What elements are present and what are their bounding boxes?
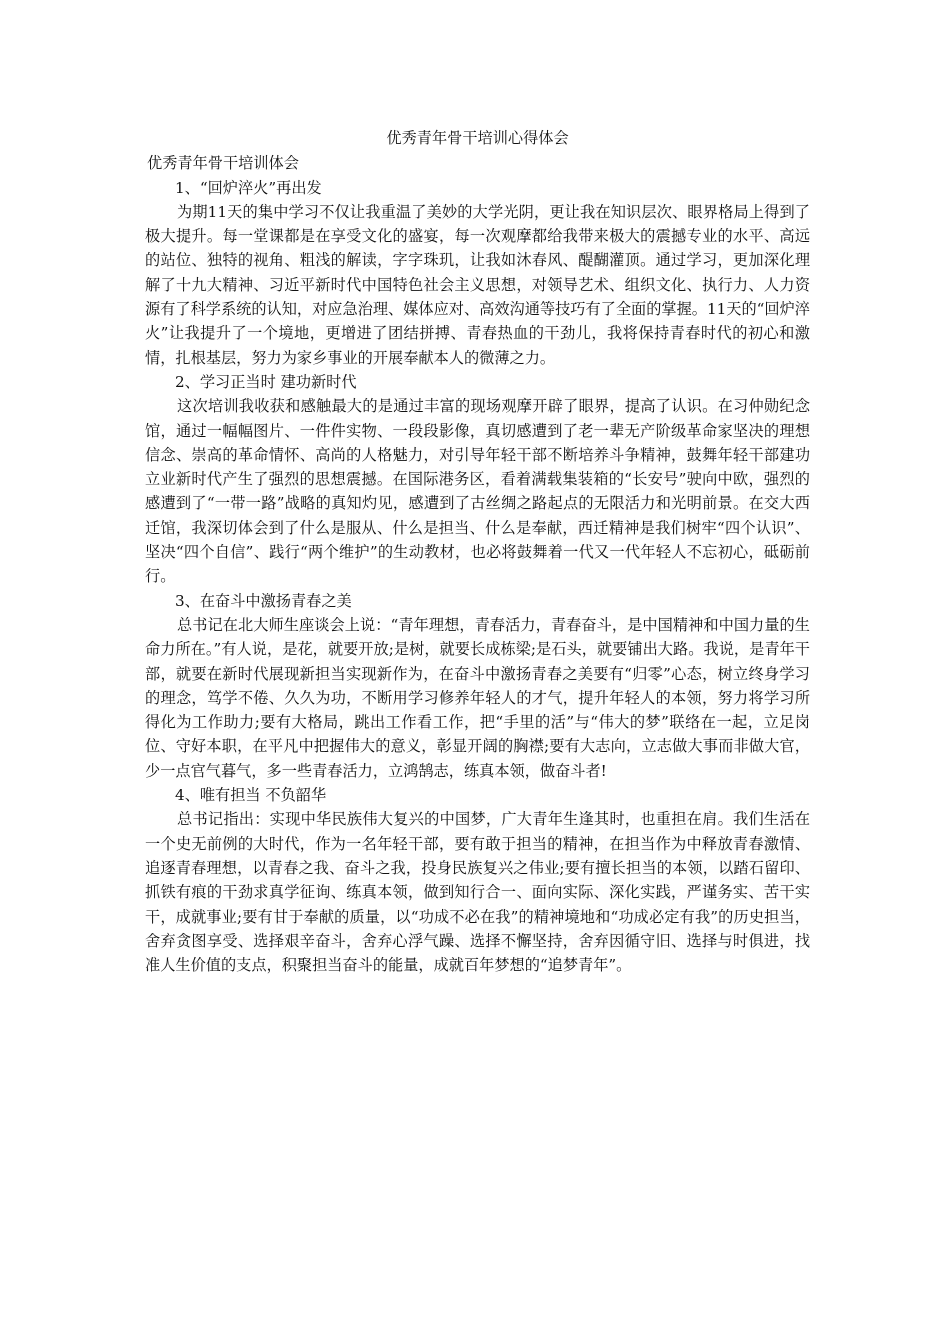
section-3-heading: 3、在奋斗中激扬青春之美 xyxy=(175,591,352,610)
section-4-body: 总书记指出：实现中华民族伟大复兴的中国梦，广大青年生逢其时，也重担在肩。我们生活在一个史无前例的大时代，作为一名年轻干部，要有敢于担当的精神，在担当作为中释放青春激情、追逐青春理想，以青春之我、奋斗之我，投身民族复兴之伟业;要有擅长担当的本领，以踏石留印、抓铁有痕的干劲求真学征询、练真本领，做到知行合一、面向实际、深化实践，严谨务实、苦干实干，成就事业;要有甘于奉献的质量，以“功成不必在我”的精神境地和“功成必定有我”的历史担当，舍弃贪图享受、选择艰辛奋斗，舍弃心浮气躁、选择不懈坚持，舍弃因循守旧、选择与时俱进，找准人生价值的支点，积聚担当奋斗的能量，成就百年梦想的“追梦青年”。 xyxy=(145,810,810,975)
section-3-body: 总书记在北大师生座谈会上说：“青年理想，青春活力，青春奋斗，是中国精神和中国力量的生命力所在。”有人说，是花，就要开放;是树，就要长成栋梁;是石头，就要铺出大路。我说，是青年干部，就要在新时代展现新担当实现新作为，在奋斗中激扬青春之美要有“归零”心态，树立终身学习的理念，笃学不倦、久久为功，不断用学习修养年轻人的才气，提升年轻人的本领，努力将学习所得化为工作助力;要有大格局，跳出工作看工作，把“手里的活”与“伟大的梦”联络在一起，立足岗位、守好本职，在平凡中把握伟大的意义，彰显开阔的胸襟;要有大志向，立志做大事而非做大官，少一点官气暮气，多一些青春活力，立鸿鹄志，练真本领，做奋斗者! xyxy=(145,615,810,780)
section-4-heading: 4、唯有担当 不负韶华 xyxy=(175,786,327,805)
section-2-body: 这次培训我收获和感触最大的是通过丰富的现场观摩开辟了眼界，提高了认识。在习仲勋纪念馆，通过一幅幅图片、一件件实物、一段段影像，真切感遭到了老一辈无产阶级革命家坚决的理想信念、崇高的革命情怀、高尚的人格魅力，对引导年轻干部不断培养斗争精神，鼓舞年轻干部建功立业新时代产生了强烈的思想震撼。在国际港务区，看着满载集装箱的“长安号”驶向中欧，强烈的感遭到了“一带一路”战略的真知灼见，感遭到了古丝绸之路起点的无限活力和光明前景。在交大西迁馆，我深切体会到了什么是服从、什么是担当、什么是奉献，西迁精神是我们树牢“四个认识”、坚决“四个自信”、践行“两个维护”的生动教材，也必将鼓舞着一代又一代年轻人不忘初心，砥砺前行。 xyxy=(145,397,810,586)
document-title: 优秀青年骨干培训心得体会 xyxy=(386,129,569,147)
document-subtitle: 优秀青年骨干培训体会 xyxy=(147,154,299,173)
section-1-heading: 1、“回炉淬火”再出发 xyxy=(175,178,322,197)
section-2-heading: 2、学习正当时 建功新时代 xyxy=(175,372,357,391)
document-page xyxy=(145,126,810,977)
section-1-body: 为期11天的集中学习不仅让我重温了美妙的大学光阴，更让我在知识层次、眼界格局上得到了极大提升。每一堂课都是在享受文化的盛宴，每一次观摩都给我带来极大的震撼专业的水平、高远的站位、独特的视角、粗浅的解读，字字珠玑，让我如沐春风、醍醐灌顶。通过学习，更加深化理解了十九大精神、习近平新时代中国特色社会主义思想，对领导艺术、组织文化、执行力、人力资源有了科学系统的认知，对应急治理、媒体应对、高效沟通等技巧有了全面的掌握。11天的“回炉淬火”让我提升了一个境地，更增进了团结拼搏、青春热血的干劲儿，我将保持青春时代的初心和激情，扎根基层，努力为家乡事业的开展奉献本人的微薄之力。 xyxy=(145,202,810,367)
